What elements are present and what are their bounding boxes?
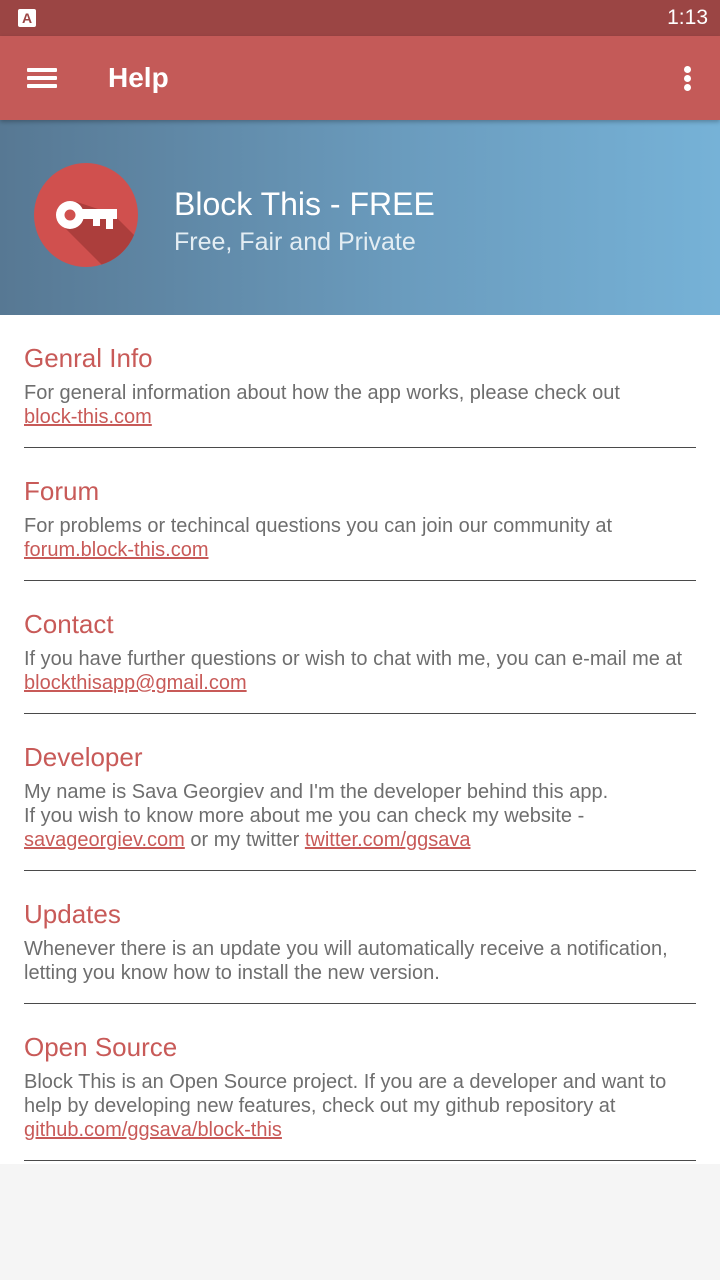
app-notification-icon [18, 9, 36, 27]
app-name: Block This - FREE [174, 186, 435, 222]
section-title: Genral Info [24, 343, 153, 373]
section-title: Forum [24, 476, 100, 506]
section-updates [24, 871, 696, 1004]
app-notification-letter: A [21, 10, 33, 26]
twitter-link[interactable]: twitter.com/ggsava [304, 829, 471, 851]
status-time: 1:13 [667, 6, 708, 29]
developer-website-link[interactable]: savageorgiev.com [24, 829, 185, 851]
website-link[interactable]: block-this.com [24, 406, 152, 428]
section-text [24, 514, 696, 562]
section-body-text: My name is Sava Georgiev and I'm the developer behind this app. [24, 781, 609, 803]
section-title: Open Source [24, 1032, 178, 1062]
section-body-text: If you have further questions or wish to chat with me, you can e-mail me at [24, 648, 683, 670]
section-open-source [24, 1004, 696, 1161]
page-title: Help [108, 62, 169, 93]
key-icon [33, 162, 139, 268]
section-title: Developer [24, 742, 143, 772]
section-developer [24, 714, 696, 871]
section-forum [24, 448, 696, 581]
section-body-text: or my twitter [190, 829, 300, 851]
section-text [24, 381, 696, 429]
email-link[interactable]: blockthisapp@gmail.com [24, 672, 247, 694]
section-general-info [24, 315, 696, 448]
section-text [24, 780, 696, 852]
section-body-text: For general information about how the app works, please check out [24, 382, 620, 404]
section-body-text: Block This is an Open Source project. If you are a developer and want to help by developing new features, check out my github repository at [24, 1071, 667, 1117]
app-tagline: Free, Fair and Private [174, 228, 416, 256]
section-contact [24, 581, 696, 714]
section-text [24, 647, 696, 695]
hamburger-menu-icon[interactable] [18, 57, 66, 99]
section-body-text: If you wish to know more about me you can check my website - [24, 805, 585, 827]
app-bar [0, 36, 720, 120]
section-text [24, 1070, 696, 1142]
status-bar [0, 0, 720, 36]
section-text: Whenever there is an update you will automatically receive a notification, letting you know how to install the new version. [24, 938, 668, 984]
help-content [0, 315, 720, 1164]
section-body-text: For problems or techincal questions you can join our community at [24, 515, 613, 537]
forum-link[interactable]: forum.block-this.com [24, 539, 209, 561]
section-title: Updates [24, 899, 121, 929]
section-title: Contact [24, 609, 114, 639]
github-link[interactable]: github.com/ggsava/block-this [24, 1119, 282, 1141]
more-vert-icon[interactable] [666, 58, 706, 98]
app-header-banner [0, 120, 720, 315]
